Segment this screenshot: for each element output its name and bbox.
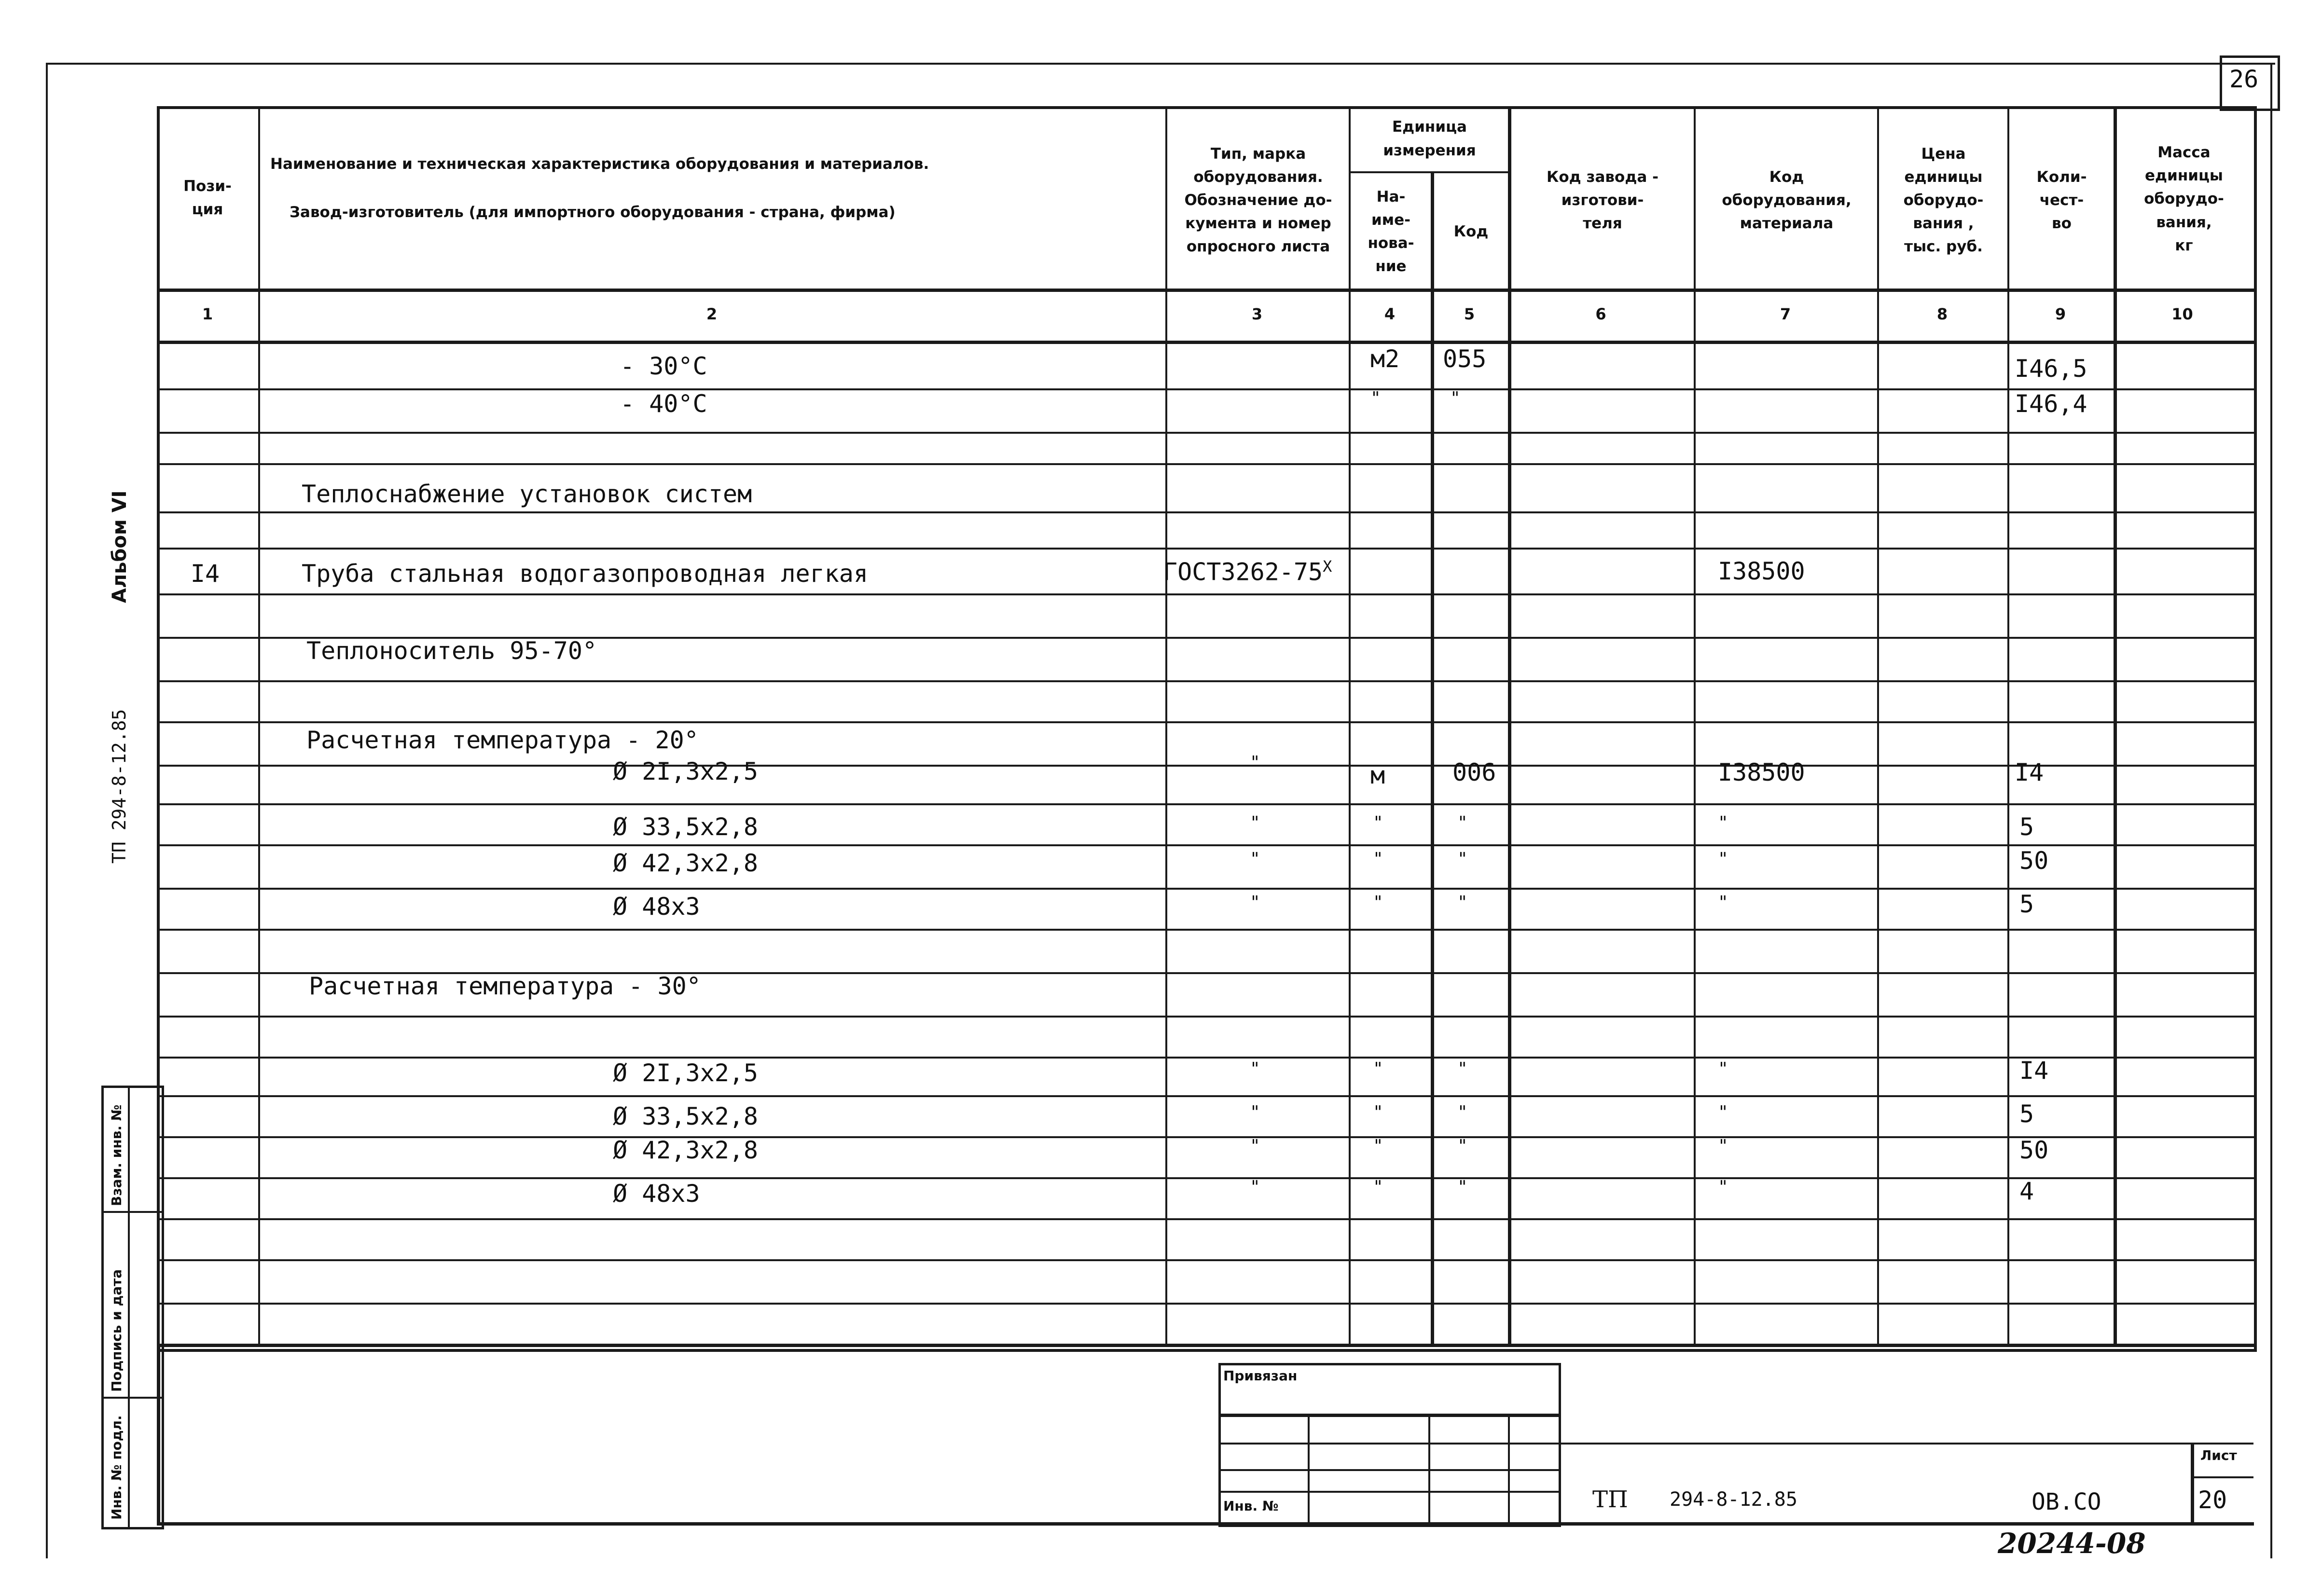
row-qty: I46,4: [2015, 390, 2087, 418]
row-doc: ": [1250, 849, 1260, 869]
row-name: Ø 2I,3x2,5: [613, 757, 759, 785]
row-qty: I4: [2019, 1057, 2049, 1085]
row-code: ": [1450, 388, 1461, 408]
row-unit: ": [1370, 388, 1381, 408]
outer-left-border: [46, 63, 48, 1558]
row-qty: 5: [2019, 890, 2034, 918]
title-region-left: [157, 1344, 160, 1525]
row-line: [157, 1136, 2254, 1138]
row-line: [157, 548, 2254, 550]
row-mat-code: I38500: [1718, 758, 1805, 786]
title-region-top: [157, 1344, 2254, 1347]
bound-stamp-col: [1428, 1414, 1430, 1522]
col-sep-2: [1165, 106, 1167, 1346]
row-name: Ø 33,5x2,8: [613, 1102, 759, 1130]
col-sep-4: [1431, 171, 1434, 1346]
colnum-5: 5: [1464, 305, 1475, 323]
row-code: ": [1457, 1102, 1468, 1122]
side-field-label: Инв. № подл.: [109, 1415, 124, 1520]
row-doc: ": [1250, 1177, 1260, 1197]
row-unit: ": [1373, 1136, 1383, 1156]
section-heading: Расчетная температура - 30°: [309, 972, 701, 1000]
colnum-4: 4: [1384, 305, 1396, 323]
row-name: Ø 48x3: [613, 1180, 700, 1208]
row-qty: 5: [2019, 1100, 2034, 1128]
row-qty: 5: [2019, 813, 2034, 841]
inv-label: Инв. №: [1223, 1498, 1279, 1514]
row-code: ": [1457, 849, 1468, 869]
header-unit-code: Код: [1453, 222, 1489, 240]
row-line: [157, 844, 2254, 846]
bound-stamp-col: [1508, 1414, 1510, 1522]
row-name: Ø 48x3: [613, 893, 700, 921]
row-name: - 30°С: [620, 352, 707, 380]
colnum-1: 1: [202, 305, 213, 323]
header-unit-name: На- име- нова- ние: [1368, 188, 1414, 275]
row-line: [157, 1259, 2254, 1261]
row-code: 055: [1443, 345, 1487, 373]
row-doc: ": [1250, 1102, 1260, 1122]
row-line: [157, 1016, 2254, 1018]
colnum-3: 3: [1251, 305, 1263, 323]
side-field-divider-v: [128, 1086, 130, 1527]
row-unit: ": [1373, 1102, 1383, 1122]
row-line: [157, 463, 2254, 465]
colnum-9: 9: [2055, 305, 2066, 323]
row-code: 006: [1452, 758, 1496, 786]
outer-top-border: [46, 63, 2275, 65]
col-sep-9: [2114, 106, 2117, 1346]
row-mat-code: ": [1718, 1059, 1728, 1079]
title-project: 294-8-12.85: [1670, 1488, 1797, 1511]
row-name: Ø 33,5x2,8: [613, 813, 759, 841]
row-code: ": [1457, 813, 1468, 833]
section-heading: Расчетная температура - 20°: [306, 726, 699, 754]
row-doc-superscript: Х: [1323, 557, 1332, 576]
row-mat-code: ": [1718, 1136, 1728, 1156]
sheet-number: 20: [2198, 1486, 2227, 1514]
colnum-2: 2: [706, 305, 718, 323]
row-code: ": [1457, 1177, 1468, 1197]
row-unit: ": [1373, 813, 1383, 833]
side-project-code: ТП 294-8-12.85: [109, 709, 130, 864]
header-quantity: Коли- чест- во: [2036, 168, 2087, 233]
row-qty: 4: [2019, 1177, 2034, 1205]
row-line: [157, 888, 2254, 890]
side-album: Альбом VI: [109, 490, 131, 603]
row-unit: ": [1373, 1059, 1383, 1079]
row-unit: м: [1370, 761, 1385, 789]
section-heading: Теплоснабжение установок систем: [302, 480, 752, 508]
row-doc: ": [1250, 1059, 1260, 1079]
row-code: ": [1457, 893, 1468, 912]
row-unit: м2: [1370, 345, 1400, 373]
row-mat-code: ": [1718, 893, 1728, 912]
header-name-line1: Наименование и техническая характеристика оборудования и материалов.: [270, 155, 929, 173]
col-sep-1: [258, 106, 260, 1346]
row-mat-code: ": [1718, 1177, 1728, 1197]
row-line: [157, 680, 2254, 682]
row-mat-code: ": [1718, 813, 1728, 833]
row-doc: ": [1250, 753, 1260, 772]
row-name: Труба стальная водогазопроводная легкая: [302, 560, 868, 588]
col-sep-5: [1508, 106, 1511, 1346]
side-field-divider: [101, 1211, 162, 1213]
row-code: ": [1457, 1136, 1468, 1156]
row-line: [157, 593, 2254, 595]
row-name: - 40°С: [620, 390, 707, 418]
row-line: [157, 721, 2254, 723]
colnum-7: 7: [1780, 305, 1791, 323]
row-line: [157, 1095, 2254, 1097]
row-qty: 50: [2019, 1136, 2049, 1164]
row-mat-code: ": [1718, 849, 1728, 869]
side-field-divider: [101, 1397, 162, 1399]
outer-right-border: [2270, 63, 2272, 1558]
title-doc-code: ОВ.СО: [2032, 1488, 2101, 1515]
header-position: Пози- ция: [183, 177, 232, 218]
row-qty: I46,5: [2015, 355, 2087, 383]
unit-group-line: [1349, 171, 1508, 173]
row-unit: ": [1373, 849, 1383, 869]
row-doc-text: ГОСТ3262-75: [1163, 558, 1323, 586]
row-doc: [1163, 557, 1332, 586]
row-line: [157, 1057, 2254, 1059]
row-qty: I4: [2015, 758, 2044, 786]
row-mat-code: I38500: [1718, 557, 1805, 585]
header-type: Тип, марка оборудования. Обозначение до- кумента и номер опросного листа: [1184, 145, 1332, 256]
row-doc: ": [1250, 893, 1260, 912]
row-position: I4: [190, 560, 220, 588]
row-line: [157, 765, 2254, 767]
row-line: [157, 929, 2254, 931]
header-price: Цена единицы оборудо- вания , тыс. руб.: [1903, 145, 1984, 256]
col-sep-3: [1349, 106, 1351, 1346]
row-line: [157, 511, 2254, 513]
side-field-label: Подпись и дата: [109, 1269, 124, 1392]
row-doc: ": [1250, 813, 1260, 833]
header-bottom-line: [157, 289, 2254, 292]
title-tp: ТП: [1592, 1486, 1628, 1513]
row-qty: 50: [2019, 847, 2049, 875]
header-unit-group: Единица измерения: [1383, 118, 1476, 159]
row-unit: ": [1373, 1177, 1383, 1197]
row-name: Ø 2I,3x2,5: [613, 1059, 759, 1087]
bound-label: Привязан: [1223, 1368, 1298, 1384]
row-line: [157, 1303, 2254, 1305]
row-line: [157, 432, 2254, 434]
page-number: 26: [2229, 65, 2259, 93]
header-material-code: Код оборудования, материала: [1722, 168, 1852, 233]
title-block-line: [2191, 1476, 2253, 1478]
colnum-10: 10: [2171, 305, 2193, 323]
title-region-bottom: [157, 1522, 2254, 1526]
row-unit: ": [1373, 893, 1383, 912]
header-plant-code: Код завода - изготови- теля: [1547, 168, 1658, 233]
header-name-line2: Завод-изготовитель (для импортного оборудования - страна, фирма): [290, 203, 896, 221]
row-line: [157, 388, 2254, 390]
section-heading: Теплоноситель 95-70°: [306, 637, 597, 665]
row-name: Ø 42,3x2,8: [613, 1136, 759, 1164]
col-sep-7: [1877, 106, 1879, 1346]
colnum-6: 6: [1595, 305, 1606, 323]
colnum-8: 8: [1936, 305, 1948, 323]
colnum-bottom-line: [157, 341, 2254, 344]
archive-number: 20244-08: [1998, 1527, 2146, 1560]
side-field-label: Взам. инв. №: [109, 1104, 124, 1206]
title-block-sheet-sep: [2191, 1443, 2194, 1525]
row-line: [157, 1218, 2254, 1220]
row-line: [157, 803, 2254, 805]
row-code: ": [1457, 1059, 1468, 1079]
header-mass: Масса единицы оборудо- вания, кг: [2144, 144, 2224, 254]
row-name: Ø 42,3x2,8: [613, 849, 759, 877]
title-block-line: [1559, 1443, 2253, 1445]
bound-stamp-col: [1308, 1414, 1310, 1522]
sheet-label: Лист: [2200, 1447, 2237, 1463]
row-mat-code: ": [1718, 1102, 1728, 1122]
row-doc: ": [1250, 1136, 1260, 1156]
col-sep-6: [1694, 106, 1696, 1346]
col-sep-8: [2007, 106, 2009, 1346]
row-line: [157, 1177, 2254, 1179]
